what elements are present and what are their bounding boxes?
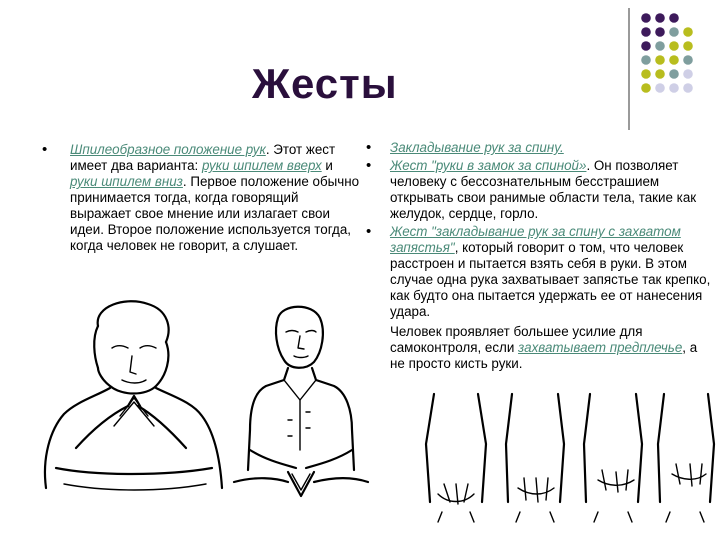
static-text: . Первое положение обычно принимается тогда, когда говорящий выражает свое мнение или излагает свои идеи. Второе положение используется тогда, когда человек не говорит, а слушает. — [70, 174, 360, 253]
link-spire-up[interactable]: руки шпилем вверх — [201, 158, 322, 173]
illustration-spire-down — [226, 300, 376, 500]
static-text: . Этот жест имеет два варианта: — [70, 142, 336, 173]
link-hands-behind-back[interactable]: Закладывание рук за спину. — [390, 140, 564, 155]
static-text: , а не просто кисть руки. — [390, 340, 698, 371]
bullet-marker: • — [366, 139, 372, 156]
right-text-column — [366, 140, 714, 372]
link-hands-locked[interactable]: Жест "руки в замок за спиной» — [390, 158, 587, 173]
static-text: . Он позволяет человеку с бессознательным бесстрашием открывать свои ранимые области тела, такие как желудок, сердце, горло. — [390, 158, 697, 221]
list-item — [366, 158, 714, 222]
static-text: , который говорит о том, что человек расстроен и пытается взять себя в руки. В этом случае одна рука захватывает запястье так крепко, как будто она пытается удержать ее от нанесения удара. — [390, 240, 711, 319]
link-wrist-grip[interactable]: Жест "закладывание рук за спину с захватом запястья" — [390, 224, 681, 255]
list-item — [366, 140, 714, 156]
left-text-column — [42, 142, 360, 256]
paragraph — [366, 324, 714, 372]
bullet-marker: • — [42, 141, 48, 158]
divider-line — [628, 8, 630, 130]
illustration-hands-behind-back — [420, 384, 716, 524]
static-text: Человек проявляет большее усилие для самоконтроля, если — [390, 324, 643, 355]
slide-title: Жесты — [252, 60, 398, 107]
link-spire-down[interactable]: руки шпилем вниз — [70, 174, 183, 189]
decorative-dot-grid — [640, 12, 712, 110]
list-item — [366, 224, 714, 320]
static-text: и — [321, 158, 333, 173]
link-forearm-grip[interactable]: захватывает предплечье — [518, 340, 683, 355]
bullet-marker: • — [366, 223, 372, 240]
link-spire-hands[interactable]: Шпилеобразное положение рук — [70, 142, 266, 157]
bullet-marker: • — [366, 157, 372, 174]
illustration-spire-up — [36, 298, 232, 498]
list-item — [42, 142, 360, 254]
